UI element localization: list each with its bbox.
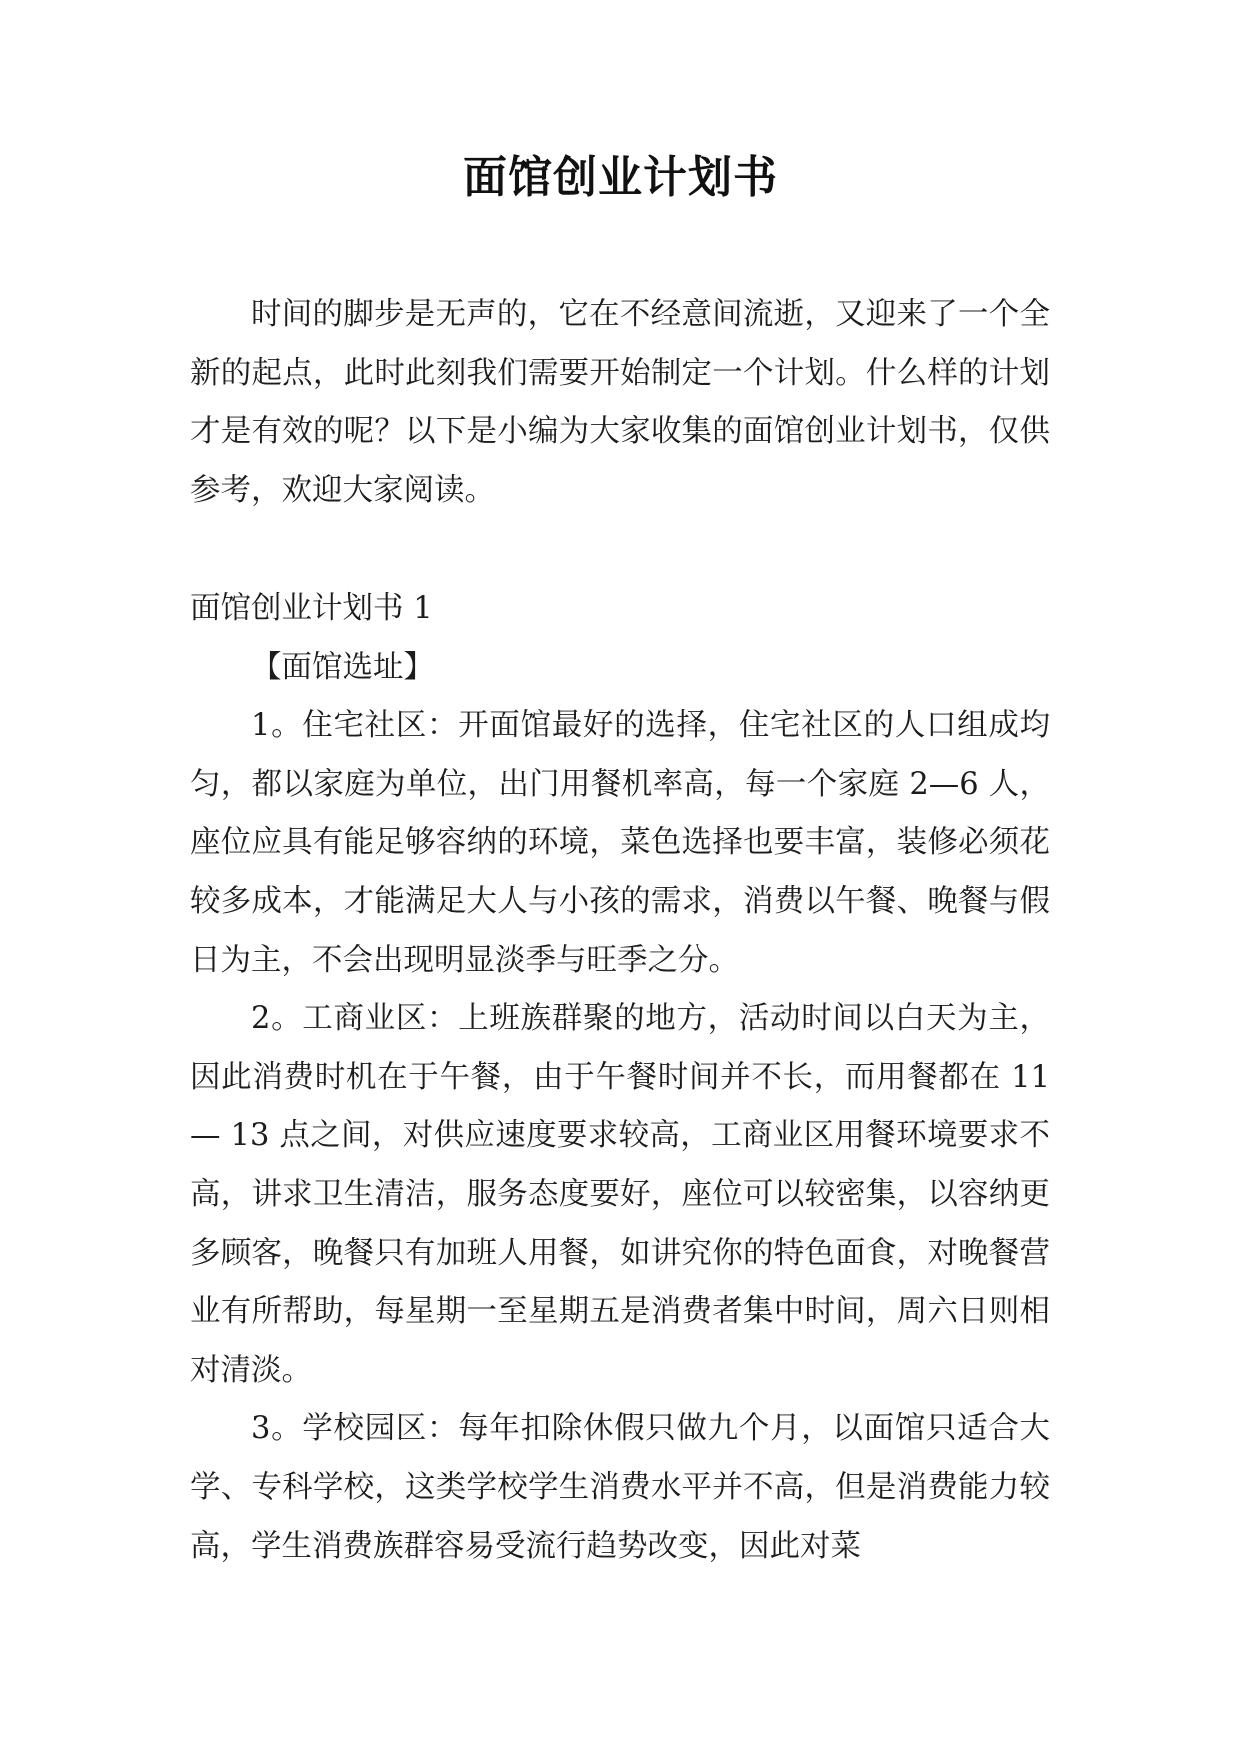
paragraph-school: 3。学校园区：每年扣除休假只做九个月，以面馆只适合大学、专科学校，这类学校学生消费水平并不高，但是消费能力较高，学生消费族群容易受流行趋势改变，因此对菜 (190, 1411, 1050, 1564)
paragraph-business: 2。工商业区：上班族群聚的地方，活动时间以白天为主，因此消费时机在于午餐，由于午餐时间并不长，而用餐都在 11— 13 点之间，对供应速度要求较高，工商业区用餐环境要求不高，讲求卫生清洁，服务态度要好，座位可以较密集，以容纳更多顾客，晚餐只有加班人用餐，如讲究你的特色面食，对晚餐营业有所帮助，每星期一至星期五是消费者集中时间，周六日则相对清淡。 (190, 1001, 1050, 1388)
section-block (190, 580, 1050, 1576)
document-title: 面馆创业计划书 (463, 152, 778, 203)
section-heading: 面馆创业计划书 1 (190, 591, 433, 626)
subheading-location: 【面馆选址】 (251, 649, 434, 685)
intro-block (190, 286, 1050, 520)
intro-paragraph: 时间的脚步是无声的，它在不经意间流逝，又迎来了一个全新的起点，此时此刻我们需要开始制定一个计划。什么样的计划才是有效的呢？以下是小编为大家收集的面馆创业计划书，仅供参考，欢迎大家阅读。 (190, 297, 1050, 508)
paragraph-residential: 1。住宅社区：开面馆最好的选择，住宅社区的人口组成均匀，都以家庭为单位，出门用餐机率高，每一个家庭 2—6 人，座位应具有能足够容纳的环境，菜色选择也要丰富，装修必须花较多成本，才能满足大人与小孩的需求，消费以午餐、晚餐与假日为主，不会出现明显淡季与旺季之分。 (190, 708, 1050, 978)
